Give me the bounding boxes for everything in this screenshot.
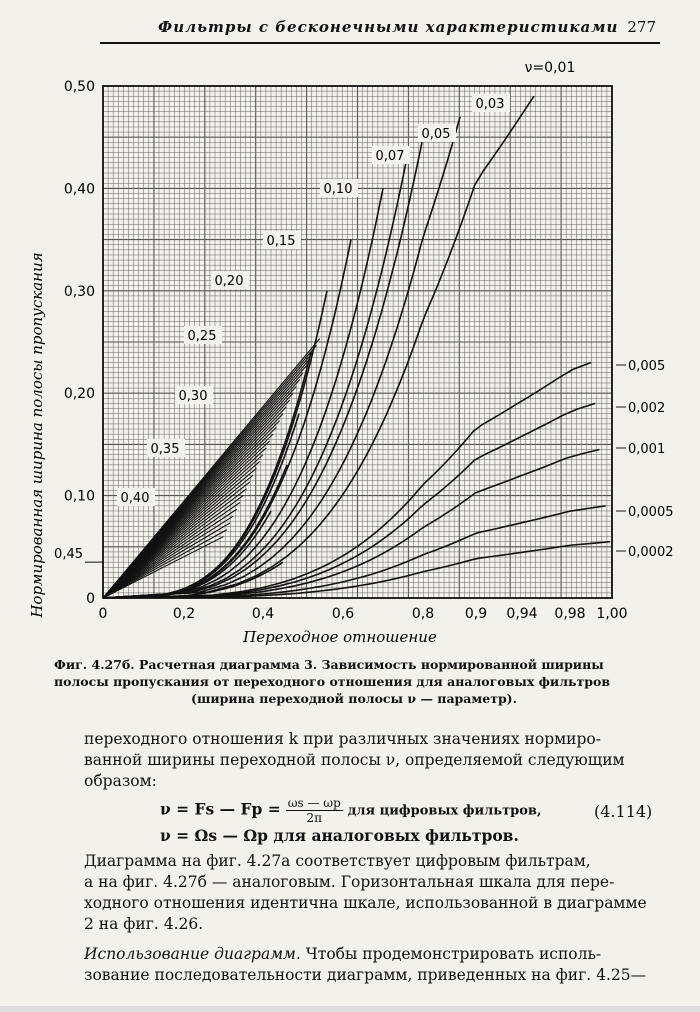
y-tick-label: 0,30 — [63, 283, 95, 300]
page-number: 277 — [627, 18, 656, 36]
equation-1-note: для цифровых фильтров, — [347, 803, 542, 819]
para1-line-1: переходного отношения k при различных значениях нормиро- — [84, 730, 602, 748]
x-tick-label: 0,9 — [464, 606, 488, 622]
chart-ticks — [54, 79, 628, 622]
y-tick-label: 0 — [86, 591, 95, 607]
right-label: 0,0005 — [628, 505, 674, 520]
running-title: Фильтры с бесконечными характеристиками — [158, 18, 619, 36]
equation-1-numerator: ωs — ωp — [287, 796, 341, 810]
equation-1 — [160, 796, 541, 825]
curve-label: 0,30 — [178, 389, 208, 404]
y-axis-label: Нормированная ширина полосы пропускания — [28, 252, 46, 618]
x-tick-label: 0 — [98, 606, 108, 622]
y-tick-label: 0,50 — [63, 79, 95, 95]
para2-line-2: а на фиг. 4.27б — аналоговым. Горизонтальная шкала для пере- — [84, 873, 615, 891]
para1-line-2: ванной ширины переходной полосы ν, определяемой следующим — [84, 751, 625, 769]
curve-label: 0,05 — [421, 127, 451, 142]
equation-1-lhs: ν = Fs — Fp = — [160, 799, 281, 819]
para3-line-1-rest: Чтобы продемонстрировать исполь- — [300, 945, 602, 963]
y-tick-label: 0,20 — [63, 386, 95, 403]
equation-1-fraction — [286, 796, 343, 825]
x-axis-label: Переходное отношение — [243, 628, 437, 646]
right-label: 0,002 — [628, 401, 666, 416]
paragraph-2 — [84, 851, 658, 935]
curve-label: 0,15 — [266, 234, 296, 249]
y-tick-label: 0,40 — [63, 181, 95, 198]
equation-2: ν = Ωs — Ωp для аналоговых фильтров. — [160, 826, 519, 845]
paragraph-1 — [84, 729, 658, 792]
para2-line-4: 2 на фиг. 4.26. — [84, 915, 204, 933]
caption-line-2: полосы пропускания от переходного отношения для аналоговых фильтров — [54, 674, 610, 689]
running-header — [100, 10, 660, 44]
curve-label: 0,40 — [120, 491, 150, 506]
caption-line-1: Фиг. 4.27б. Расчетная диаграмма 3. Зависимость нормированной ширины — [54, 657, 604, 672]
curve-label: 0,10 — [323, 182, 353, 197]
header-rule — [100, 42, 660, 44]
figure-caption — [54, 656, 654, 707]
para1-line-3: образом: — [84, 772, 157, 790]
para3-italic-heading: Использование диаграмм. — [84, 945, 301, 963]
curve-label: 0,07 — [375, 149, 405, 164]
parameter-label: ν=0,01 — [524, 60, 576, 76]
x-tick-label: 0,2 — [172, 606, 196, 622]
curve-label: 0,20 — [214, 274, 244, 289]
paragraph-3 — [84, 944, 658, 986]
para3-line-2: зование последовательности диаграмм, приведенных на фиг. 4.25— — [84, 966, 647, 984]
y-extra-label: 0,45 — [54, 547, 83, 563]
curve-label: 0,03 — [475, 97, 505, 112]
caption-line-3: (ширина переходной полосы ν — параметр). — [191, 691, 517, 706]
x-tick-label: 0,6 — [331, 606, 355, 622]
right-label: 0,001 — [628, 442, 666, 457]
footer-strip — [0, 1006, 700, 1012]
y-tick-label: 0,10 — [63, 488, 95, 505]
para2-line-3: ходного отношения идентична шкале, использованной в диаграмме — [84, 894, 647, 912]
equation-number: (4.114) — [594, 802, 653, 821]
design-chart — [0, 50, 700, 650]
right-label: 0,0002 — [628, 545, 674, 560]
curve-label: 0,25 — [187, 329, 217, 344]
x-tick-label: 0,8 — [411, 606, 435, 622]
curve-label: 0,35 — [150, 442, 180, 457]
equation-1-denominator: 2π — [306, 811, 323, 825]
x-tick-label: 1,00 — [596, 606, 628, 622]
x-tick-label: 0,4 — [251, 606, 275, 622]
para2-line-1: Диаграмма на фиг. 4.27а соответствует цифровым фильтрам, — [84, 852, 591, 870]
x-tick-label: 0,94 — [506, 606, 538, 622]
right-label: 0,005 — [628, 359, 666, 374]
x-tick-label: 0,98 — [554, 606, 586, 622]
